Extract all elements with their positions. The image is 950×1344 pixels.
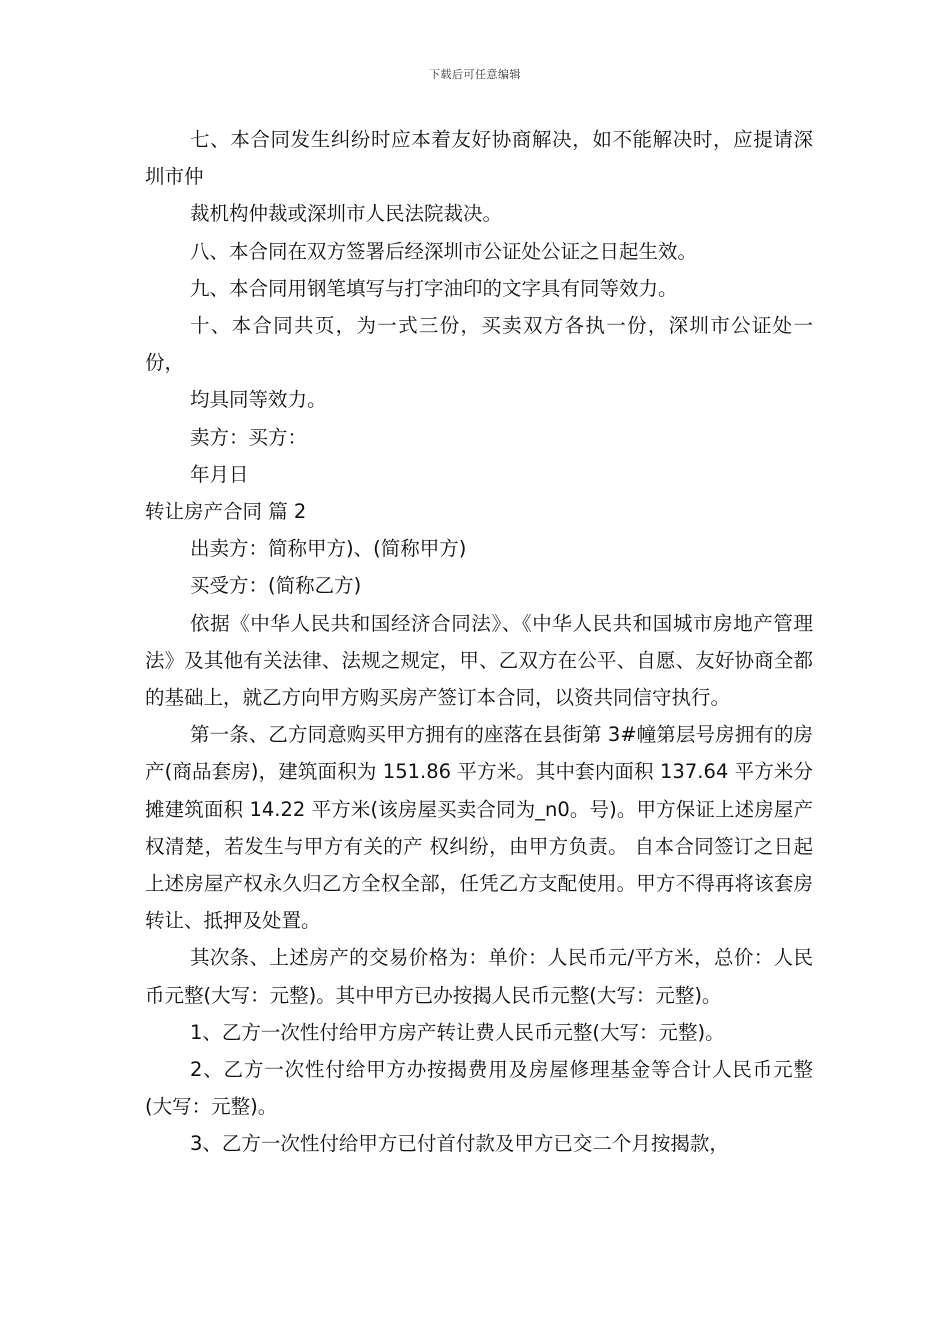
paragraph-date: 年月日 <box>190 462 249 486</box>
document-body <box>145 121 813 1163</box>
paragraph-clause-9: 九、本合同用钢笔填写与打字油印的文字具有同等效力。 <box>190 276 678 300</box>
paragraph-item-2: 2、乙方一次性付给甲方办按揭费用及房屋修理基金等合计人民币元整(大写：元整)。 <box>145 1058 813 1119</box>
paragraph-item-3: 3、乙方一次性付给甲方已付首付款及甲方已交二个月按揭款， <box>190 1132 729 1156</box>
paragraph-legal-basis: 依据《中华人民共和国经济合同法》、《中华人民共和国城市房地产管理法》及其他有关法律、法规之规定，甲、乙双方在公平、自愿、友好协商全都的基础上，就乙方向甲方购买房产签订本合同，以资共同信守执行。 <box>145 611 813 710</box>
page-header-note: 下载后可任意编辑 <box>429 68 521 81</box>
paragraph-seller: 出卖方：简称甲方)、(简称甲方) <box>190 537 467 561</box>
paragraph-clause-8: 八、本合同在双方签署后经深圳市公证处公证之日起生效。 <box>190 239 698 263</box>
paragraph-article-2: 其次条、上述房产的交易价格为：单价：人民币元/平方米，总价：人民币元整(大写：元整)。其中甲方已办按揭人民币元整(大写：元整)。 <box>145 946 813 1007</box>
section-title: 转让房产合同 篇 2 <box>145 500 307 524</box>
paragraph-equal-effect: 均具同等效力。 <box>190 388 327 412</box>
paragraph-arbitration: 裁机构仲裁或深圳市人民法院裁决。 <box>190 202 503 226</box>
paragraph-article-1: 第一条、乙方同意购买甲方拥有的座落在县街第 3#幢第层号房拥有的房产(商品套房)，建筑面积为 151.86 平方米。其中套内面积 137.64 平方米分摊建筑面积 14.22 平方米(该房屋买卖合同为_n0。号)。甲方保证上述房屋产权清楚，若发生与甲方有关的产 权纠纷，由甲方负责。 自本合同签订之日起上述房屋产权永久归乙方全权全部，任凭乙方支配使用。甲方不得再将该套房转让、抵押及处置。 <box>145 723 813 933</box>
paragraph-signatures: 卖方：买方： <box>190 425 308 449</box>
paragraph-buyer: 买受方：(简称乙方) <box>190 574 362 598</box>
paragraph-item-1: 1、乙方一次性付给甲方房产转让费人民币元整(大写：元整)。 <box>190 1020 725 1044</box>
paragraph-clause-10: 十、本合同共页，为一式三份，买卖双方各执一份，深圳市公证处一份， <box>145 314 813 375</box>
paragraph-clause-7: 七、本合同发生纠纷时应本着友好协商解决，如不能解决时，应提请深圳市仲 <box>145 128 813 189</box>
